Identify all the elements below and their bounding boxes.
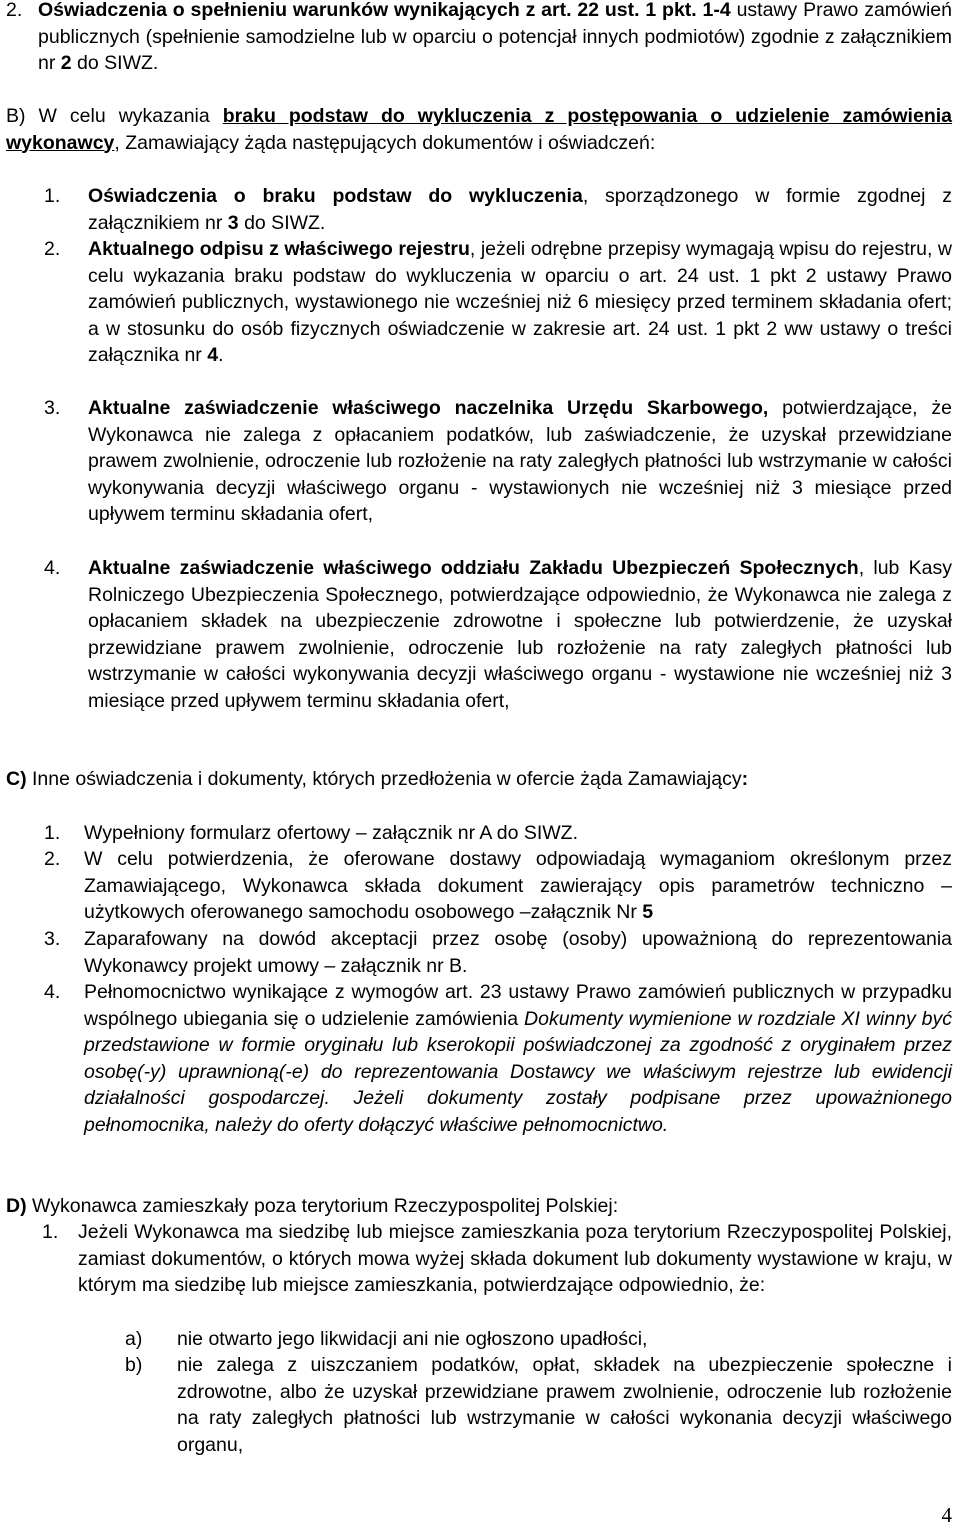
section-c-item-1: 1. Wypełniony formularz ofertowy – załącznik nr A do SIWZ. <box>44 822 579 844</box>
section-b-intro: B) W celu wykazania braku podstaw do wykluczenia z postępowania o udzielenie zamówienia wykonawcy, Zamawiający żąda następujących dokumentów i oświadczeń: <box>6 105 952 154</box>
section-d-item-1: 1. Jeżeli Wykonawca ma siedzibę lub miejsce zamieszkania poza terytorium Rzeczypospolitej Polskiej, zamiast dokumentów, o których mowa wyżej składa dokument lub dokumenty wystawione w kraju, w którym ma siedzibę lub miejsce zamieszkania, potwierdzające odpowiednio, że: <box>42 1221 952 1296</box>
section-2-title: Oświadczenia o spełnieniu warunków wynikających z art. 22 ust. 1 pkt. 1-4 <box>38 0 731 21</box>
section-b-item-3: 3. Aktualne zaświadczenie właściwego naczelnika Urzędu Skarbowego, potwierdzające, że Wykonawca nie zalega z opłacaniem podatków, lub zaświadczenie, że uzyskał przewidziane prawem zwolnienie, odroczenie lub rozłożenie na raty zaległych płatności lub wstrzymanie w całości wykonywania decyzji właściwego organu - wystawionych nie wcześniej niż 3 miesiące przed upływem terminu składania ofert, <box>44 397 952 525</box>
section-c-item-2: 2. W celu potwierdzenia, że oferowane dostawy odpowiadają wymaganiom określonym przez Zamawiającego, Wykonawca składa dokument zawierający opis parametrów techniczno – użytkowych oferowanego samochodu osobowego –załącznik Nr 5 <box>44 848 952 923</box>
documents-note: Dokumenty wymienione w rozdziale XI winny być przedstawione w formie oryginału lub kserokopii poświadczonej za zgodność z oryginałem przez osobę(-y) uprawnioną(-e) do reprezentowania Dostawcy we właściwym rejestrze lub ewidencji działalności gospodarczej. Jeżeli dokumenty zostały podpisane przez upoważnionego pełnomocnika, należy do oferty dołączyć właściwe pełnomocnictwo. <box>84 1007 952 1136</box>
section-b-item-1: 1. Oświadczenia o braku podstaw do wykluczenia, sporządzonego w formie zgodnej z załącznikiem nr 3 do SIWZ. <box>44 185 953 234</box>
section-c-heading: C) Inne oświadczenia i dokumenty, których przedłożenia w ofercie żąda Zamawiający: <box>6 768 749 790</box>
section-b-item-4: 4. Aktualne zaświadczenie właściwego oddziału Zakładu Ubezpieczeń Społecznych, lub Kasy Rolniczego Ubezpieczenia Społecznego, potwierdzające odpowiednio, że Wykonawca nie zalega z opłacaniem składek na ubezpieczenie zdrowotne i społeczne lub potwierdzenie, że uzyskał przewidziane prawem zwolnienie, odroczenie lub rozłożenie na raty zaległych płatności lub wstrzymanie w całości wykonywania decyzji właściwego organu - wystawione nie wcześniej niż 3 miesiące przed upływem terminu składania ofert, <box>44 557 952 712</box>
section-2 <box>6 0 952 77</box>
section-2-number: 2. <box>6 0 23 21</box>
section-d-subitem-b: b) nie zalega z uiszczaniem podatków, opłat, składek na ubezpieczenie społeczne i zdrowotne, albo że uzyskał przewidziane prawem zwolnienie, odroczenie lub rozłożenie na raty zaległych płatności lub wstrzymanie w całości wykonania decyzji właściwego organu, <box>125 1354 952 1456</box>
section-c-item-3: 3. Zaparafowany na dowód akceptacji przez osobę (osoby) upoważnioną do reprezentowania Wykonawcy projekt umowy – załącznik nr B. <box>44 928 952 977</box>
section-2-text: Oświadczenia o spełnieniu warunków wynikających z art. 22 ust. 1 pkt. 1-4 ustawy Prawo zamówień publicznych (spełnienie samodzielne lub w oparciu o potencjał innych podmiotów) zgodnie z załącznikiem nr 2 do SIWZ. <box>38 0 952 74</box>
section-c-item-4: 4. Pełnomocnictwo wynikające z wymogów art. 23 ustawy Prawo zamówień publicznych w przypadku wspólnego ubiegania się o udzielenie zamówienia Dokumenty wymienione w rozdziale XI winny być przedstawione w formie oryginału lub kserokopii poświadczonej za zgodność z oryginałem przez osobę(-y) uprawnioną(-e) do reprezentowania Dostawcy we właściwym rejestrze lub ewidencji działalności gospodarczej. Jeżeli dokumenty zostały podpisane przez upoważnionego pełnomocnika, należy do oferty dołączyć właściwe pełnomocnictwo. <box>44 981 952 1136</box>
page-number: 4 <box>941 1503 952 1527</box>
section-b-emphasis: braku podstaw do wykluczenia z postępowania o udzielenie zamówienia wykonawcy <box>6 105 952 154</box>
section-d-heading: D) Wykonawca zamieszkały poza terytorium Rzeczypospolitej Polskiej: <box>6 1195 619 1217</box>
section-b-item-2: 2. Aktualnego odpisu z właściwego rejestru, jeżeli odrębne przepisy wymagają wpisu do rejestru, w celu wykazania braku podstaw do wykluczenia w oparciu o art. 24 ust. 1 pkt 2 ustawy Prawo zamówień publicznych, wystawionego nie wcześniej niż 6 miesięcy przed terminem składania ofert; a w stosunku do osób fizycznych oświadczenie w zakresie art. 24 ust. 1 pkt 2 ww ustawy o treści załącznika nr 4. <box>44 238 952 366</box>
section-d-subitem-a: a) nie otwarto jego likwidacji ani nie ogłoszono upadłości, <box>125 1328 648 1350</box>
